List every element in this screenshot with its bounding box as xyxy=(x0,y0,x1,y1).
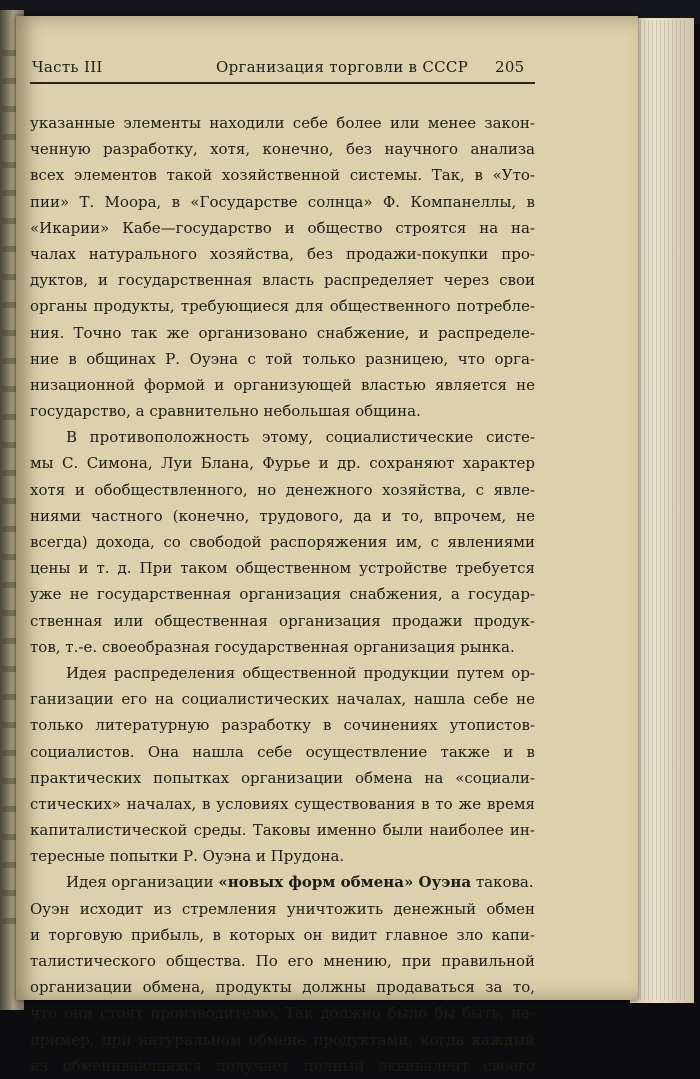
text-line: ние в общинах Р. Оуэна с той только разницею, что орга- xyxy=(30,349,535,368)
text-line: органы продукты, требующиеся для общественного потребле- xyxy=(30,297,535,316)
text-line: из обменивающихся получает полный эквивалент своего xyxy=(30,1056,535,1075)
text-line: всех элементов такой хозяйственной системы. Так, в «Уто- xyxy=(30,166,535,185)
header-part: Часть III xyxy=(32,58,103,76)
text-line: организации обмена, продукты должны продаваться за то, xyxy=(30,978,535,997)
text-line: хотя и обобществленного, но денежного хозяйства, с явле- xyxy=(30,480,535,499)
text-line: и торговую прибыль, в которых он видит главное зло капи- xyxy=(30,925,535,944)
para4-lead: Идея организации xyxy=(66,873,214,892)
text-line: ниями частного (конечно, трудового, да и то, впрочем, не xyxy=(30,506,535,525)
text-line: государство, а сравнительно небольшая община. xyxy=(30,402,421,421)
para4-rest: такова. xyxy=(475,873,534,892)
text-line: мы С. Симона, Луи Блана, Фурье и др. сохраняют характер xyxy=(30,454,535,473)
header-title: Организация торговли в СССР xyxy=(216,58,469,76)
text-line: ния. Точно так же организовано снабжение, и распределе- xyxy=(30,323,535,342)
page-stack-lines xyxy=(640,20,686,1000)
para4-bold-term: «новых форм обмена» Оуэна xyxy=(218,873,472,892)
text-line: капиталистической среды. Таковы именно были наиболее ин- xyxy=(30,821,535,840)
text-line: только литературную разработку в сочинениях утопистов- xyxy=(30,716,535,735)
text-line: социалистов. Она нашла себе осуществление также и в xyxy=(30,742,535,761)
page-number: 205 xyxy=(495,58,525,76)
text-line: В противоположность этому, социалистические систе- xyxy=(66,428,535,447)
text-line: практических попытках организации обмена на «социали- xyxy=(30,768,535,787)
text-line: всегда) дохода, со свободой распоряжения им, с явлениями xyxy=(30,533,535,551)
text-line: талистического общества. По его мнению, при правильной xyxy=(30,952,535,970)
text-line: ченную разработку, хотя, конечно, без научного анализа xyxy=(30,140,535,159)
text-line: чалах натурального хозяйства, без продажи-покупки про- xyxy=(30,244,535,263)
running-header xyxy=(30,44,535,84)
text-line: пример, при натуральном обмене продуктами, когда каждый xyxy=(30,1030,535,1049)
text-line: пии» Т. Моора, в «Государстве солнца» Ф. Компанеллы, в xyxy=(30,192,535,211)
text-line: Идея распределения общественной продукции путем ор- xyxy=(66,663,535,682)
text-line: дуктов, и государственная власть распределяет через свои xyxy=(30,271,535,290)
text-line: Оуэн исходит из стремления уничтожить денежный обмен xyxy=(30,899,535,918)
text-line: низационной формой и организующей властью является не xyxy=(30,375,535,394)
text-line: «Икарии» Кабе—государство и общество строятся на на- xyxy=(30,218,535,237)
body-text xyxy=(30,110,535,1079)
text-line: ственная или общественная организация продажи продук- xyxy=(30,611,535,630)
text-line: стических» началах, в условиях существования в то же время xyxy=(30,794,535,813)
text-line: ганизации его на социалистических началах, нашла себе не xyxy=(30,690,535,709)
header-rule xyxy=(30,82,535,84)
text-line: указанные элементы находили себе более или менее закон- xyxy=(30,114,535,132)
text-line: что они стоят производителю. Так должно было бы быть, на- xyxy=(30,1004,535,1023)
text-line: тов, т.-е. своеобразная государственная организация рынка. xyxy=(30,637,515,656)
text-line: тересные попытки Р. Оуэна и Прудона. xyxy=(30,847,345,866)
text-line-para4 xyxy=(30,869,535,895)
text-line: цены и т. д. При таком общественном устройстве требуется xyxy=(30,559,535,578)
text-line: уже не государственная организация снабжения, а государ- xyxy=(30,585,535,604)
